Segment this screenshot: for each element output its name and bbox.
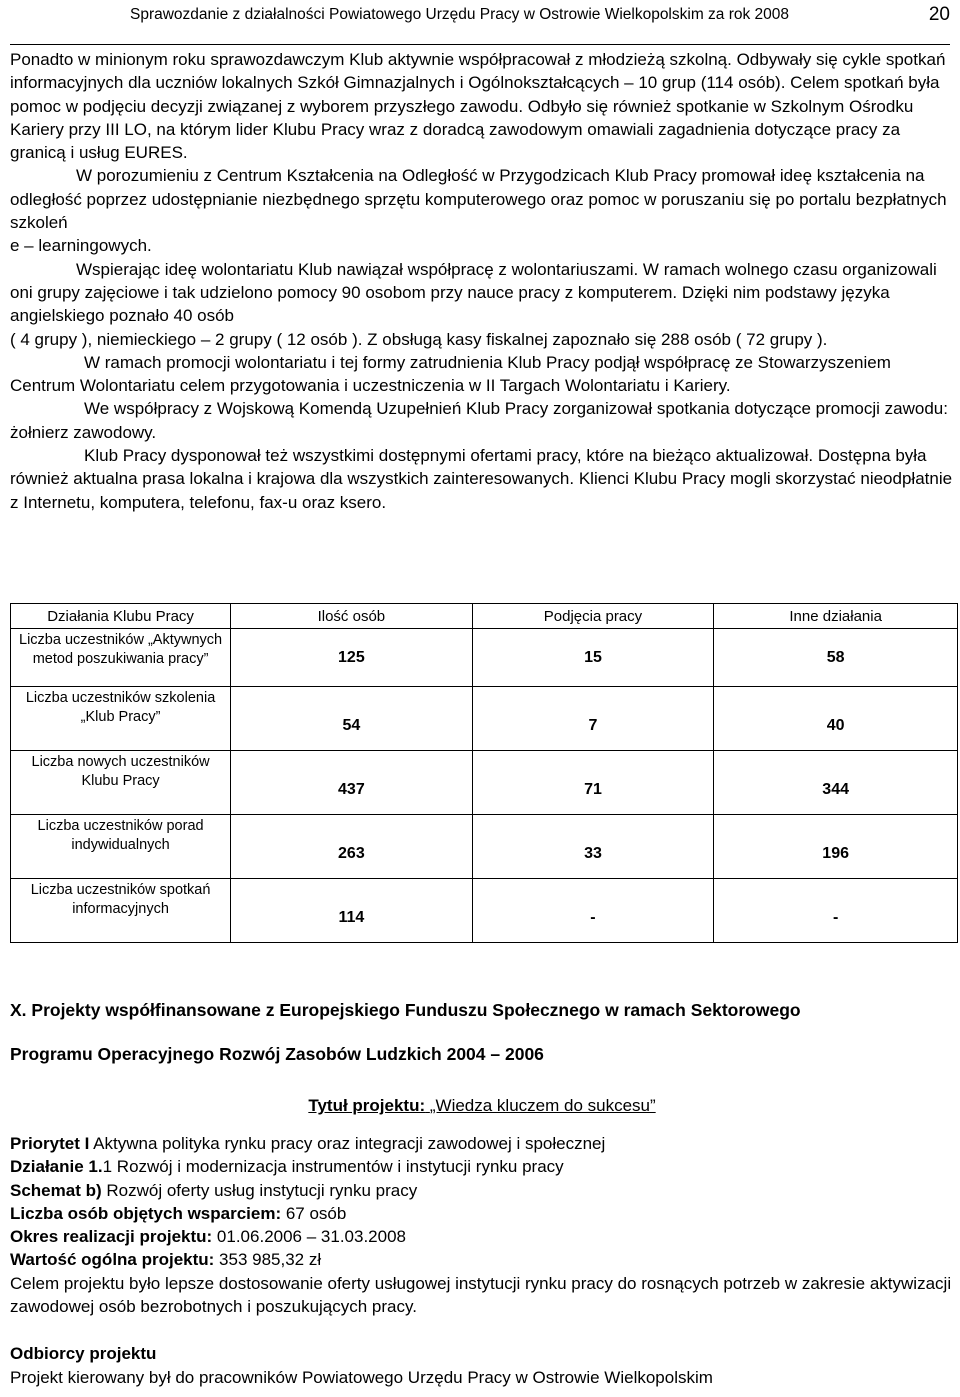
column-header: Inne działania [714, 604, 958, 629]
column-header: Ilość osób [231, 604, 473, 629]
detail-line [10, 1155, 954, 1178]
table-row [11, 751, 958, 815]
cell-inne: 58 [714, 629, 958, 687]
detail-value: 1 Rozwój i modernizacja instrumentów i instytucji rynku pracy [102, 1157, 564, 1177]
section-heading: Programu Operacyjnego Rozwój Zasobów Ludzkich 2004 – 2006 [10, 1044, 544, 1064]
cell-podjecia: - [472, 879, 714, 943]
paragraph: Ponadto w minionym roku sprawozdawczym Klub aktywnie współpracował z młodzieżą szkolną. Odbywały się cykle spotkań informacyjnych dla uczniów lokalnych Szkół Gimnazjalnych i Ogólnokształcących – 10 grup (114 osób). Celem spotkań była pomoc w podjęciu decyzji związanej z wyborem przyszłego zawodu. Odbyło się również spotkanie w Szkolnym Ośrodku Kariery przy III LO, na którym lider Klubu Pracy wraz z doradcą zawodowym omawiali zagadnienia dotyczące pracy za granicą i usług EURES. [10, 50, 946, 163]
cell-osoby: 125 [231, 629, 473, 687]
project-title [10, 1096, 954, 1116]
column-header: Działania Klubu Pracy [11, 604, 231, 629]
cell-osoby: 114 [231, 879, 473, 943]
section-heading: X. Projekty współfinansowane z Europejskiego Funduszu Społecznego w ramach Sektorowego [10, 1000, 801, 1020]
detail-line [10, 1225, 954, 1248]
detail-label: Okres realizacji projektu: [10, 1227, 213, 1247]
detail-value: Rozwój oferty usług instytucji rynku pracy [101, 1180, 418, 1200]
cell-inne: 344 [714, 751, 958, 815]
detail-value: 67 osób [281, 1203, 347, 1223]
cell-inne: - [714, 879, 958, 943]
table-row [11, 815, 958, 879]
cell-podjecia: 15 [472, 629, 714, 687]
cell-osoby: 263 [231, 815, 473, 879]
detail-value: 353 985,32 zł [214, 1250, 322, 1270]
recipients-heading: Odbiorcy projektu [10, 1344, 157, 1364]
table-row [11, 879, 958, 943]
row-label: Liczba uczestników szkolenia „Klub Pracy” [11, 687, 231, 751]
recipients [10, 1342, 954, 1389]
cell-osoby: 437 [231, 751, 473, 815]
cell-inne: 40 [714, 687, 958, 751]
detail-label: Działanie 1. [10, 1157, 103, 1177]
table-row [11, 629, 958, 687]
paragraph: W ramach promocji wolontariatu i tej formy zatrudnienia Klub Pracy podjął współpracę ze Stowarzyszeniem Centrum Wolontariatu celem przygotowania i uczestniczenia w II Targach Wolontariatu i Kariery. [10, 352, 891, 396]
paragraph: e – learningowych. [10, 236, 152, 256]
page-header [10, 0, 950, 45]
detail-label: Priorytet I [10, 1134, 90, 1153]
detail-value: 01.06.2006 – 31.03.2008 [212, 1227, 406, 1247]
detail-line [10, 1248, 954, 1271]
detail-line [10, 1202, 954, 1225]
project-title-label: Tytuł projektu: [308, 1096, 426, 1115]
detail-label: Schemat b) [10, 1180, 102, 1200]
recipients-text: Projekt kierowany był do pracowników Powiatowego Urzędu Pracy w Ostrowie Wielkopolskim [10, 1367, 713, 1387]
paragraph: Wspierając ideę wolontariatu Klub nawiązał współpracę z wolontariuszami. W ramach wolnego czasu organizowali oni grupy zajęciowe i tak udzielono pomocy 90 osobom przy nauce pracy z komputerem. Dzięki nim podstawy języka angielskiego poznało 40 osób [10, 259, 937, 326]
column-header: Podjęcia pracy [472, 604, 714, 629]
table-row [11, 687, 958, 751]
project-title-value: „Wiedza kluczem do sukcesu” [429, 1096, 656, 1115]
cell-inne: 196 [714, 815, 958, 879]
table-header-row [11, 604, 958, 629]
row-label: Liczba uczestników „Aktywnych metod poszukiwania pracy” [11, 629, 231, 687]
paragraph: W porozumieniu z Centrum Kształcenia na Odległość w Przygodzicach Klub Pracy promował ideę kształcenia na odległość poprzez udostępnianie niezbędnego sprzętu komputerowego oraz pomoc w poruszaniu się po portalu bezpłatnych szkoleń [10, 166, 947, 233]
detail-value: Aktywna polityka rynku pracy oraz integracji zawodowej i społecznej [89, 1134, 606, 1153]
club-statistics-table [10, 603, 958, 943]
cell-podjecia: 7 [472, 687, 714, 751]
header-title: Sprawozdanie z działalności Powiatowego Urzędu Pracy w Ostrowie Wielkopolskim za rok 2008 [130, 6, 790, 23]
paragraph: We współpracy z Wojskową Komendą Uzupełnień Klub Pracy zorganizował spotkania dotyczące promocji zawodu: żołnierz zawodowy. [10, 399, 948, 442]
row-label: Liczba uczestników spotkań informacyjnych [11, 879, 231, 943]
cell-osoby: 54 [231, 687, 473, 751]
page-number: 20 [928, 4, 950, 25]
row-label: Liczba uczestników porad indywidualnych [11, 815, 231, 879]
cell-podjecia: 33 [472, 815, 714, 879]
detail-label: Wartość ogólna projektu: [10, 1250, 215, 1270]
cell-podjecia: 71 [472, 751, 714, 815]
detail-label: Liczba osób objętych wsparciem: [10, 1203, 282, 1223]
row-label: Liczba nowych uczestników Klubu Pracy [11, 751, 231, 815]
project-goal: Celem projektu było lepsze dostosowanie oferty usługowej instytucji rynku pracy do rosnących potrzeb w zakresie aktywizacji zawodowej osób bezrobotnych i poszukujących pracy. [10, 1273, 952, 1317]
paragraph: Klub Pracy dysponował też wszystkimi dostępnymi ofertami pracy, które na bieżąco aktualizował. Dostępna była również aktualna prasa lokalna i krajowa dla wszystkich zainteresowanych. Klienci Klubu Pracy mogli skorzystać nieodpłatnie z Internetu, komputera, telefonu, fax-u oraz ksero. [10, 446, 953, 512]
detail-line [10, 1132, 954, 1155]
body-text [10, 48, 954, 514]
project-details [10, 1132, 954, 1318]
paragraph: ( 4 grupy ), niemieckiego – 2 grupy ( 12 osób ). Z obsługą kasy fiskalnej zapoznało się 288 osób ( 72 grupy ). [10, 329, 828, 349]
projects-section [10, 988, 954, 1389]
detail-line [10, 1179, 954, 1202]
